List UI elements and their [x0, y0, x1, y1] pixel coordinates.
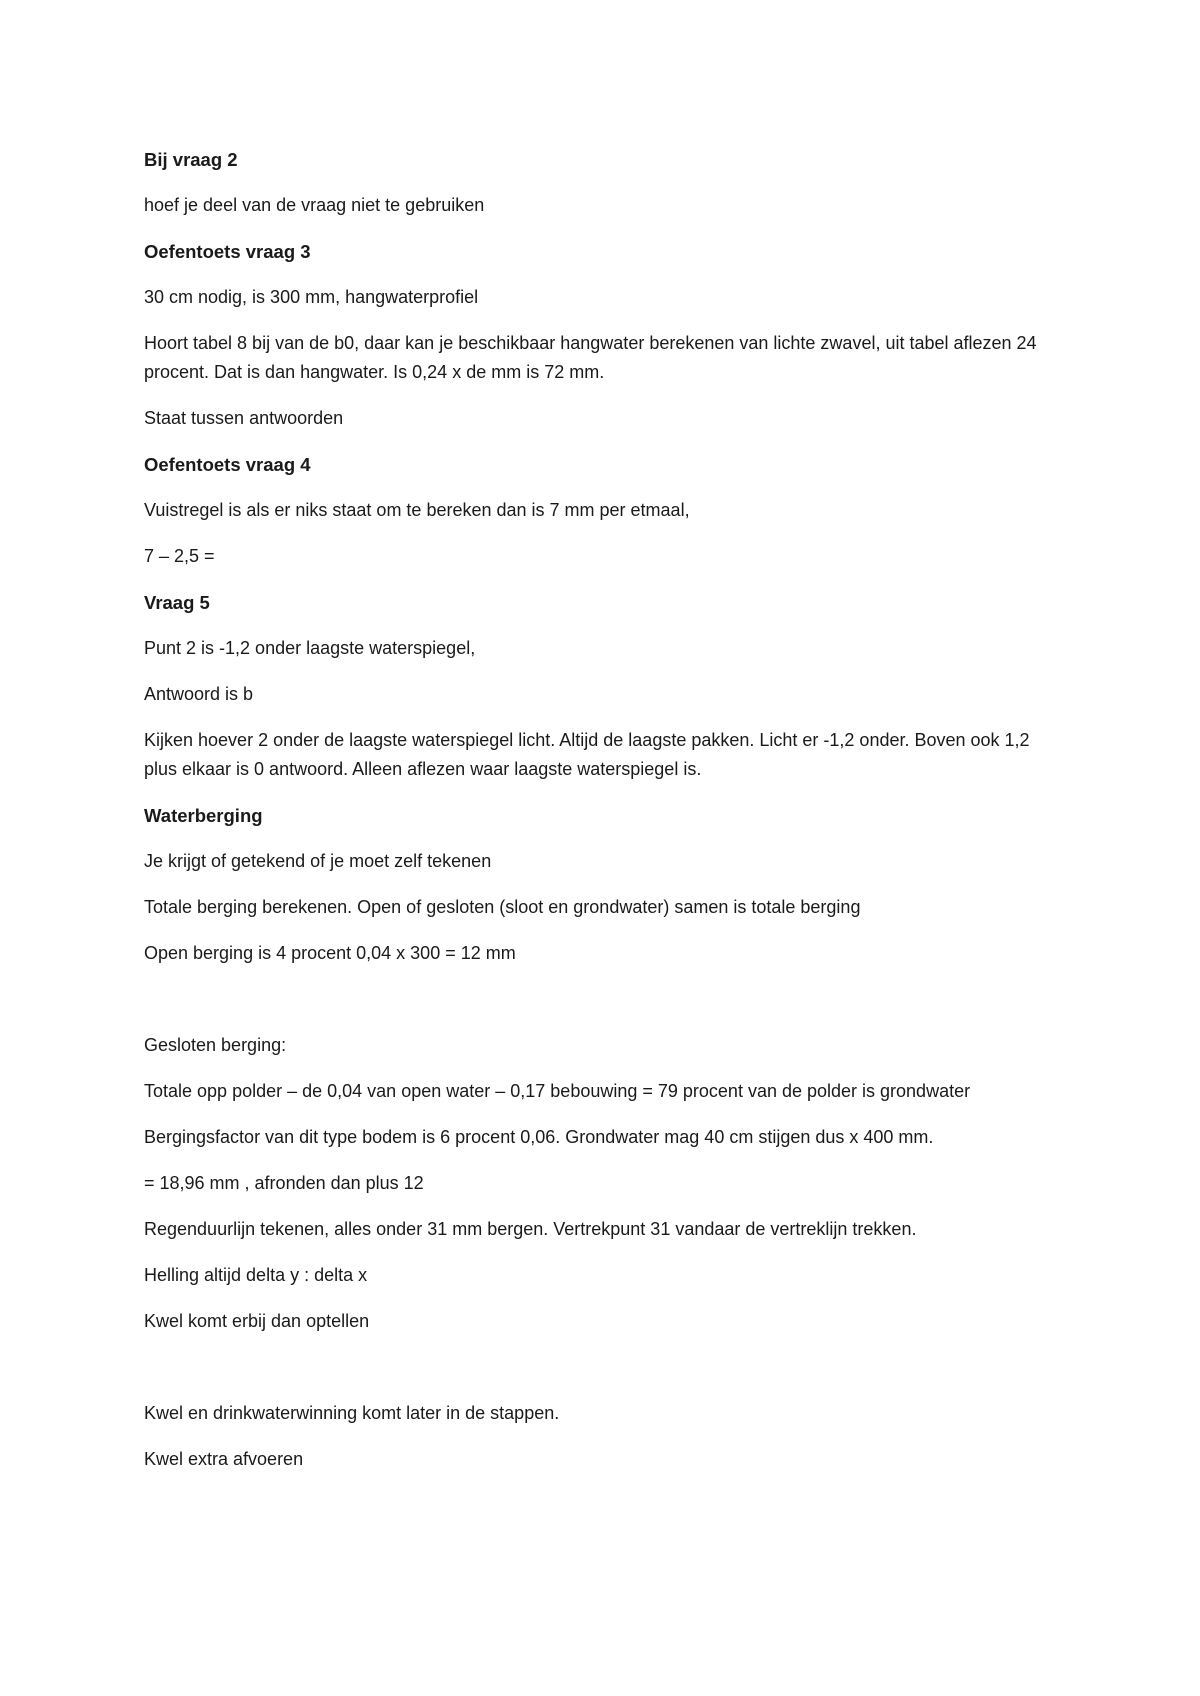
- paragraph: Je krijgt of getekend of je moet zelf tekenen: [144, 851, 492, 871]
- paragraph: Totale berging berekenen. Open of gesloten (sloot en grondwater) samen is totale berging: [144, 897, 861, 917]
- heading-oefentoets-vraag-4: Oefentoets vraag 4: [144, 454, 311, 475]
- empty-line: [144, 985, 1064, 1014]
- paragraph: Open berging is 4 procent 0,04 x 300 = 12 mm: [144, 943, 516, 963]
- paragraph: Regenduurlijn tekenen, alles onder 31 mm bergen. Vertrekpunt 31 vandaar de vertreklijn trekken.: [144, 1219, 917, 1239]
- heading-oefentoets-vraag-3: Oefentoets vraag 3: [144, 241, 311, 262]
- heading-bij-vraag-2: Bij vraag 2: [144, 149, 238, 170]
- paragraph: Antwoord is b: [144, 684, 254, 704]
- paragraph: Kwel komt erbij dan optellen: [144, 1311, 370, 1331]
- paragraph: 30 cm nodig, is 300 mm, hangwaterprofiel: [144, 287, 479, 307]
- heading-vraag-5: Vraag 5: [144, 592, 210, 613]
- paragraph: Vuistregel is als er niks staat om te bereken dan is 7 mm per etmaal,: [144, 500, 690, 520]
- paragraph: Totale opp polder – de 0,04 van open water – 0,17 bebouwing = 79 procent van de polder is grondwater: [144, 1081, 971, 1101]
- empty-line: [144, 1353, 1064, 1382]
- paragraph: Hoort tabel 8 bij van de b0, daar kan je beschikbaar hangwater berekenen van lichte zwavel, uit tabel aflezen 24 procent. Dat is dan hangwater. Is 0,24 x de mm is 72 mm.: [144, 333, 1037, 382]
- paragraph: Bergingsfactor van dit type bodem is 6 procent 0,06. Grondwater mag 40 cm stijgen dus x 400 mm.: [144, 1127, 934, 1147]
- paragraph: Helling altijd delta y : delta x: [144, 1265, 368, 1285]
- document-body: [144, 145, 1064, 1491]
- paragraph: Kwel en drinkwaterwinning komt later in de stappen.: [144, 1403, 560, 1423]
- heading-waterberging: Waterberging: [144, 805, 263, 826]
- paragraph: Kijken hoever 2 onder de laagste waterspiegel licht. Altijd de laagste pakken. Licht er -1,2 onder. Boven ook 1,2 plus elkaar is 0 antwoord. Alleen aflezen waar laagste waterspiegel is.: [144, 730, 1030, 779]
- paragraph: 7 – 2,5 =: [144, 546, 215, 566]
- paragraph: Punt 2 is -1,2 onder laagste waterspiegel,: [144, 638, 476, 658]
- paragraph: Kwel extra afvoeren: [144, 1449, 304, 1469]
- paragraph: = 18,96 mm , afronden dan plus 12: [144, 1173, 424, 1193]
- paragraph: Gesloten berging:: [144, 1035, 287, 1055]
- paragraph: Staat tussen antwoorden: [144, 408, 344, 428]
- paragraph: hoef je deel van de vraag niet te gebruiken: [144, 195, 485, 215]
